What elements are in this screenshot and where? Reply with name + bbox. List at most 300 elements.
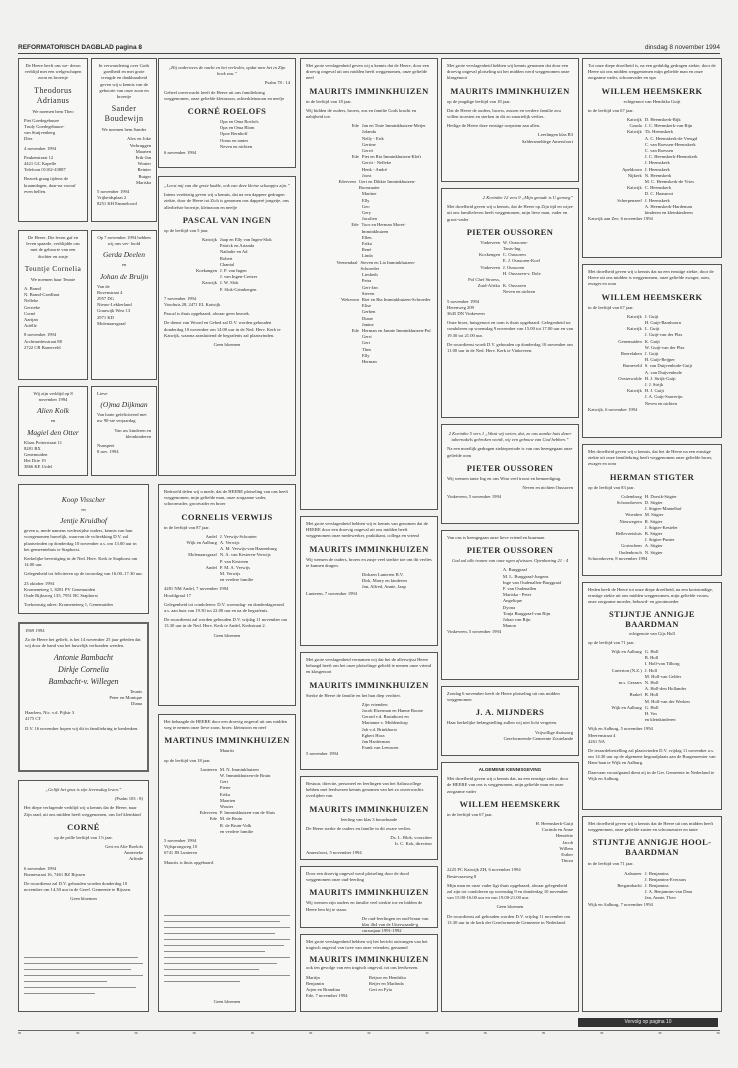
registration-mark: ≈ — [483, 1031, 488, 1037]
age: in de leeftijd van 67 jaar. — [447, 811, 493, 817]
note: D.V. 16 november hopen wij dit in familiekring te herdenken. — [25, 725, 139, 731]
age: op de leeftijd van 83 jaar. — [588, 484, 635, 490]
text2: Wij wensen zijn ouders en familie veel sterkte toe en bidden de Heere hen bij te staan. — [306, 900, 423, 912]
text: Met grote verslagenheid geven wij u kennis dat de Heere, door een droevig ongeval uit ons midden heeft weggenomen, onze geliefde neef — [306, 63, 429, 81]
sub: We noemen haar Teunie — [30, 276, 76, 282]
relative-row: C. van Roessen-Heemskerk — [644, 141, 696, 147]
relative-row: A. Holl-den Hollander — [644, 686, 687, 692]
text: Van harte gefeliciteerd met uw 90-ste verjaardag — [97, 412, 147, 424]
text: Het behaagde de HEERE door een droevig ongeval uit ons midden weg te nemen onze lieve zoon, broer, kleinzoon en neef — [164, 719, 287, 731]
deceased-name: MARTINUS IMMINKHUIZEN — [164, 735, 290, 746]
note: Bezoek graag tijdens de kraamdagen, daar-na vooraf even bellen. — [24, 176, 76, 194]
text: geven u, mede namens wederzijdse ouders, kennis van hun voorgenomen huwelijk, waarvan de voltrekking D.V. zal plaatsvinden op donderdag 10 november a.s. om 13.00 uur in het gemeentehuis te Staphorst. — [24, 528, 137, 552]
text: Met droefheid geven wij u kennis dat, na een ernstige ziekte, door de HEERE van ons is weggenomen, mijn geliefde man en onze zorgzame vader — [447, 776, 569, 794]
relative-row: Hellevoetsluis B. Stigter — [615, 531, 663, 537]
relative-row: Gerri — [361, 334, 372, 340]
death-ad-stigter — [582, 444, 722, 576]
death-ad-maurits-family — [300, 58, 438, 510]
relative-row: Martine — [361, 191, 377, 197]
relative-row: Steven — [361, 290, 375, 296]
relative-row: Jacolien — [361, 216, 377, 222]
relative-row: J. Stigter-Kesteler — [644, 524, 678, 530]
registration-mark: ≈ — [18, 1031, 22, 1037]
text2: Mijn man en onze vader ligt thuis opgebaard, alwaar gelegenheid zal zijn tot condoleren op woensdag 9 en donderdag 10 november van 15.00-16.00 uur en van 19.00-21.00 uur. — [447, 882, 568, 901]
relative-row: H. Guijt-Reijper — [644, 357, 675, 363]
relative-row: Janine — [361, 321, 374, 327]
relative-row: Carterton (N.Z.) J. Holl — [611, 667, 658, 673]
years: 1969 1994 — [25, 628, 45, 633]
wedding-ad-koop: Koop Visscher en Jentje Kruidhof geven u, mede namens wederzijdse ouders, kennis van hun voorgenomen huwelijk, waarvan de voltrekking D.V. zal plaatsvinden op donderdag 10 november a.s. om 13.00 uur in het gemeentehuis te Staphorst. Kerkelijke bevestiging in de Ned. Herv. Kerk te Staphorst om 14.00 uur. Gelegenheid tot feliciteren op de trouwdag van 16.00–17.30 uur. 23 oktober 1994 Kromeneteeg 1, 8281 PV Genemuiden Oude Rijksweg 135, 7951 BC Staphorst Toekomstig adres: Kromeneteeg 1, Genemuiden — [18, 484, 149, 614]
birth-ad-sander: In verwondering over Gods goedheid en met grote vreugde en dankbaarheid geven wij u kennis van de geboorte van onze zoon en broertje Sander Boudewijn We noemen hem Sander Alex en Joke Verbruggen Maarten Erik-Jan Wouter Reinier Rutger Mariska 5 november 1994 Vrijheidsplaat 2 8251 KH Emmeloord — [91, 58, 157, 222]
relative-row: Gert-Jan — [361, 284, 378, 290]
relative-row: Katwijk H. J. Guijt — [626, 388, 664, 394]
deceased-name: CORNELIS VERWIJS — [181, 511, 273, 522]
deceased-name: CORNÉ ROELOFS — [187, 106, 267, 117]
relative-row: H. Guijt-Barnhoorn — [644, 320, 681, 326]
text2: ook ten gevolge van een tragisch ongeval, tot ons leedwezen. — [306, 965, 419, 971]
name: Koop Visscher — [61, 495, 106, 504]
age: op de prille leeftijd van 1½ jaar. — [54, 834, 113, 840]
deceased-name: PASCAL VAN INGEN — [182, 214, 272, 225]
relative-row: Ede Piet en Ria Imminkhuizen-Kleft — [351, 154, 421, 160]
death-ad-maurits-klas: Met grote verslagenheid hebben wij kennis genomen dat door een droevig ongeval plotseling uit het midden werd weggenomen onze klasgenoot MAURITS IMMINKHUIZEN op de jeugdige leeftijd van 18 jaar. Dat de Heere de ouders, broers, zussen en verdere familie zou willen troosten en sterken in dit zo smartelijk verlies. Heilige de Heere deze ernstige roepstem aan allen. Leerlingen klas B3 Saldersmeldege Amersfoort — [441, 58, 579, 182]
deceased-name: MAURITS IMMINKHUIZEN — [309, 887, 429, 898]
sub: We noemen hem Theo — [32, 108, 74, 114]
name2: Johan de Bruijn — [99, 271, 149, 281]
text: Met droefheid geven wij u kennis dat na een ernstige ziekte, door de Heere uit ons midden is weggenomen, onze geliefde zwager, oom, zwager en oom — [588, 269, 714, 287]
relative-row: H. Vos — [644, 711, 658, 717]
registration-mark: ≈ — [541, 1031, 546, 1037]
death-ad-pieter-family: 2 Korinthe 12 vers 9 „Mijn genade is U genoeg” Met droefheid geven wij u kennis, dat de Heere op Zijn tijd en wijze uit ons familieleven heeft weggenomen, mijn lieve man, vader en groot-vader PIETER OUSSOREN Vinkeveen W. Oussoren- Tanis-Ing Kockengen C. Oussoren E. J. Oussoren-Koel Vinkeveen J. Oussoren H. Oussoren-v. Dole Pol Chef Stroess, Zuid-Afrika K. Oussoren Neven en nichten 5 november 1994 Herenweg 209 3645 DN Vinkeveen Onze broer, huisgenoot en oom is thuis opgebaard. Gelegenheid tot condoleren op woensdag 9 november van 15.00 tot 17.00 uur en van 19.30 tot 21.00 uur. De rouwdienst wordt D.V. gehouden op donderdag 10 november om 11.00 uur in de Ned. Herv. Kerk te Vinkeveen. — [441, 188, 579, 418]
death-ad-corne: „Gelijk het gras is zijn levensdag leven.” (Psalm 103 : 8) Het diepe verlagende verblijd wij u kennis dat de Heere, naar Zijn raad, uit ons midden heeft weggenomen, ons lief kleinkind CORNÉ op de prille leeftijd van 1½ jaar. Gert en Alie Roelofs Annerieke Arlinde 6 november 1994 Bonnestraat 16, 7461 BZ Rijssen De rouwdienst zal D.V. gehouden worden donderdag 10 november om 14.30 uur in de Geref. Gemeente te Rijssen. Geen bloemen — [18, 780, 149, 1012]
text-lines — [24, 957, 143, 999]
relative-row: Wijk en Aalburg G. Holl — [611, 649, 659, 655]
deceased-name: WILLEM HEEMSKERK — [601, 85, 703, 96]
relative-row: I. Holl-van Tilborg — [644, 661, 680, 667]
verse: 2 Korinthe 12 vers 9 „Mijn genade is U genoeg” — [482, 195, 573, 200]
name: Antonie Bambacht — [53, 652, 114, 662]
baby-name: Theodorus Adrianus — [34, 85, 72, 105]
text3: Heilige de Heere deze ernstige roepstem aan allen. — [447, 123, 541, 129]
relative-row: J. Heemskerk — [644, 160, 670, 166]
verse: 2 Korinthe 5 vers 1 „Want wij weten, dat, zo ons aardse huis dezer tabernakels gebroken wordt, wij een gebouw van God hebben.” — [448, 431, 572, 443]
date: Wijk en Aalburg, 7 november 1994 — [588, 901, 653, 907]
name2: Jentje Kruidhof — [60, 516, 107, 526]
text2: Wij bidden de ouders, broers, zus en familie Gods kracht en nabijheid toe. — [306, 107, 417, 120]
relative-row: B. Holl — [644, 655, 659, 661]
date: Amersfoort, 5 november 1994 — [306, 850, 362, 856]
sub: We noemen hem Sander — [101, 127, 147, 133]
relative-row: kinderen en kleinkinderen — [644, 210, 693, 216]
name: Gerda Deelen — [103, 250, 145, 260]
date: Vinkeveen, 5 november 1994 — [447, 629, 502, 635]
text: Met droefheid geven wij u kennis dat de Heere uit ons midden heeft weggenomen, onze geliefde zuster en schoonzuster en tante — [588, 821, 714, 833]
text3: Daarvaan voorafgaand dient zij in de Ger. Gemeente in Nederland te Wijk en Aalburg. — [588, 769, 715, 781]
relative-row: Bergambacht J. Benjamins — [617, 883, 669, 889]
sign: Geen bloemen — [213, 342, 241, 348]
date: Katwijk aan Zee, 6 november 1994 — [588, 216, 653, 222]
relative-row: W. Guijt-van der Plas — [644, 344, 685, 350]
sign: Geen bloemen — [496, 904, 524, 910]
relative-row: Culemborg H. Dorsik-Stigter — [621, 493, 677, 499]
text2: Kerkelijke bevestiging in de Ned. Herv. Kerk te Staphorst om 14.00 uur. — [24, 556, 138, 568]
relative-row: Apeldoorn J. Heemskerk — [622, 166, 670, 172]
relative-row: Woerden M. Stigter — [625, 512, 664, 518]
birth-ad-theodorus: De Heere heeft ons we- deron verblijd met een welgeschapen zoon en broertje Theodorus Adrianus We noemen hem Theo Piet Goedegebuure Trudy Goedegebuure- van Stuijvenberg Dies 4 november 1994 Paukenstraat 12 4421 GC Kapelle Telefoon 01102-43887 Bezoek graag tijdens de kraamdagen, daar-na vooraf even bellen. — [18, 58, 88, 222]
engagement-ad-alien: Wij zijn verblijd op 8 november 1994 Alien Kolk en Magiel den Otter Klaas Potterstraat 11 8281 BX Genemuiden Het Drie 19 3866 KE Urdel — [18, 386, 88, 476]
text3: De rouwdienst zal worden gehouden D.V. vrijdag 11 november om 13.30 uur in de Ned. Herv. Kerk te Andel, Kerkstraat 2. — [164, 617, 288, 629]
relative-row: J. A. Benjamins-van Dam — [644, 889, 693, 895]
deceased-name: PIETER OUSSOREN — [466, 226, 554, 237]
relative-row: A. Heemskerk-Hardeman — [644, 203, 692, 209]
death-ad-maurits-colleagues — [300, 516, 438, 646]
text3: De rouwdienst wordt D.V. gehouden op donderdag 10 november om 11.00 uur in de Ned. Herv. Kerk te Vinkeveen. — [447, 341, 573, 354]
relatives: Lunteren M. N. Imminkhuizen W. Imminkhuizen-de Bruin Gert Pieter Erika Maarten Wouter Ederveen P. Imminkhuizen-van de Sluis Ede M. de Bruin R. de Bruin-Volk en verdere familie — [199, 766, 276, 834]
relative-row: D. C. Haasnoot — [644, 191, 674, 197]
en: en — [121, 262, 127, 268]
deceased-name: MAURITS IMMINKHUIZEN — [450, 85, 570, 96]
text: Van ons is heengegaan onze lieve vriend en buurman — [447, 535, 545, 540]
relative-row: Geo — [361, 203, 370, 209]
text2: Maurits is thuis opgebaard. — [164, 859, 215, 865]
text2: Haar herkelijke belangstelling zullen wij niet licht vergeten. — [447, 720, 558, 726]
relative-row: Katwijk J. Guijt — [626, 313, 659, 319]
verse: „Hij onderwees de nacht en het verleden, opdat men het in Zijn boek zou.” — [168, 65, 286, 77]
registration-mark: ≈ — [250, 1031, 255, 1037]
death-ad-pascal: „Leest mij van die grote kudde, ook van deze kleine schaapjes zijn.” Intens verdrietig geven wij u kennis, dat na een dappere gedragen ziekte, door de Heere tot Zich is genomen ons dapperé jongetje, ons allerliefste broertje, kleinzoon en neefje PASCAL VAN INGEN op de leeftijd van 5 jaar. Katwijk Jaap en Elly van Ingen-Slok Patrick en Arianda Nathalie en Ad Robert Chantal Koekangen J. P. van Ingen J. van Ingen-Creizer Katwijk J. W. Slok F. Slok-Grimbergen 7 november 1994 Voorhuis 28, 2471 EL Katwijk Pascal is thuis opgebaard, alwaar geen bezoek. De dienst van Woord en Gebed zal D.V. worden gehouden donderdag 10 november om 14.00 uur in de Ned. Herv. Kerk te Katwijk, waarna aansluitend de begrafenis zal plaatsvinden. Geen bloemen — [158, 176, 296, 476]
verse: „Gelijk het gras is zijn levensdag leven.” — [45, 787, 122, 792]
registration-mark: ≈ — [658, 1031, 662, 1037]
text2: Wij wensen tante Ing en ons Wim veel troost en bemoediging. — [447, 475, 562, 481]
relative-row: J. J. Strijk — [644, 382, 664, 388]
relative-row: Nijkerk N. Heemskerk — [627, 172, 672, 178]
relative-row: Jan, Annie, Theo — [644, 895, 676, 901]
toekomst: Toekomstig adres: Kromeneteeg 1, Genemuiden — [24, 602, 113, 608]
death-ad-pieter-nephews — [441, 424, 579, 524]
relative-row: Jolanda — [361, 129, 376, 135]
birth-ad-teuntje: De Heere, Die leven gaf en leven spaarde, verblijdde ons met de geboorte van een dochter en zusje Teuntje Cornelia We noemen haar Teunie A. Brand N. Brand-Goedhart Nelleke Gerrieke Corné Aartjan Ariëlle 8 november 1994 Archimedesstraat 88 2722 CR Barneveld — [18, 230, 88, 380]
death-ad-corne-roelofs — [158, 58, 296, 168]
baby-name: Sander Boudewijn — [104, 104, 144, 124]
text: Door een droevig ongeval werd plotseling door de dood weggenomen onze oud-leerling — [306, 871, 409, 883]
relative-row: Katwijk D. Heemskerk-Rijk — [626, 117, 681, 123]
name: Lieve — [97, 391, 108, 396]
relative-row: M. Holl-van der Werken — [644, 698, 690, 704]
relatives — [588, 649, 716, 723]
relative-row: Aalsmeer J. Benjamins — [624, 870, 669, 876]
relative-row: Gertine — [361, 141, 376, 147]
age: in de leeftijd van 67 jaar. — [588, 304, 634, 310]
text: Met droefheid geven wij u kennis, dat de Heere op Zijn tijd en wijze uit ons familieleven heeft weggenomen, mijn lieve man, vader en groot-vader — [447, 204, 573, 222]
relative-row: Gorinchem A. Stigter — [621, 543, 663, 549]
page-footer — [18, 1030, 720, 1045]
relative-row: Brakel B. Holl — [629, 692, 659, 698]
en: en — [50, 418, 56, 424]
relatives: Vinkeveen W. Oussoren- Tanis-Ing Kockengen C. Oussoren E. J. Oussoren-Koel Vinkeveen J. Oussoren H. Oussoren-v. Dole Pol Chef Stroess, Zuid-Afrika K. Oussoren Neven en nichten — [468, 239, 541, 295]
death-ad-heemskerk-general: ALGEMENE KENNISGEVING Met droefheid geven wij u kennis dat, na een ernstige ziekte, door de HEERE van ons is weggenomen, mijn geliefde man en onze zorgzame vader WILLEM HEEMSKERK in de leeftijd van 67 jaar. H. Heemskerk-Guijt Corinda en Anne Henriëtte Jacob Willem Esther Thirza 2225 PC Katwijk ZH, 6 november 1994 Bestevaarweg 8 Mijn man en onze vader ligt thuis opgebaard, alwaar gelegenheid zal zijn tot condoleren op woensdag 9 en donderdag 10 november van 15.00-16.00 uur en van 19.00-21.00 uur. Geen bloemen De rouwdienst zal gehouden worden D.V. vrijdag 11 november om 13.30 uur in de kerk der Gereformeerde Gemeente in Nederland. — [441, 762, 579, 1012]
text: Met droefheid geven wij u kennis, dat het de Heere na een ernstige ziekte uit onze familiekring heeft weggenomen onze geliefde broer, zwager en oom — [588, 449, 713, 467]
relative-row: Theo — [361, 346, 372, 352]
deceased-name: HERMAN STIGTER — [609, 471, 695, 482]
relative-row: A. van Duijvenbode — [644, 369, 682, 375]
relative-row: M. C. Heemskerk-de Vries — [644, 179, 695, 185]
deceased-name: MAURITS IMMINKHUIZEN — [309, 679, 429, 690]
lines: De Heere heeft ons we- deron verblijd met een welgeschapen zoon en broertje — [24, 63, 82, 81]
death-ad-heemskerk-inlaws — [582, 264, 722, 438]
relative-row: J. Guijt-van der Plas — [644, 332, 683, 338]
sign: Geen bloemen — [213, 998, 241, 1004]
death-ad-martinus: Het behaagde de HEERE door een droevig ongeval uit ons midden weg te nemen onze lieve zoon, broer, kleinzoon en neef MARTINUS IMMINKHUIZEN Maurits op de leeftijd van 18 jaar. Lunteren M. N. Imminkhuizen W. Imminkhuizen-de Bruin Gert Pieter Erika Maarten Wouter Ederveen P. Imminkhuizen-van de Sluis Ede M. de Bruin R. de Bruin-Volk en verdere familie 5 november 1994 Vijfsprongweg 10 6741 JB Lunteren Maurits is thuis opgebaard. Geen bloemen — [158, 714, 296, 1012]
text: Met grote verslagenheid hebben wij er kennis van genomen dat de HEERE door een droevig ongeval uit ons midden heeft weggenomen onze medewerker, praktikant, collega en vriend — [306, 521, 428, 539]
relative-row: m.s. Geraars N. Holl — [618, 680, 659, 686]
engagement-ad-gerda: Op 7 november 1994 hebben wij ons ver- loofd Gerda Deelen en Johan de Bruijn Van de Bovenstraat 4 2957 DG Nieuw-Lekkerland Grauwijk West 13 2971 KD Molenaarsgraaf — [91, 230, 157, 380]
relatives — [306, 123, 432, 365]
registration-mark: ≈ — [134, 1031, 138, 1037]
relative-row: Oudenbosch N. Stigter — [618, 549, 663, 555]
registration-mark: ≈ — [716, 1031, 720, 1037]
text: Bestuur, directie, personeel en leerlingen van het Saliuscollege hebben met leedwezen kennis genomen van het zo onverwachts overlijden van — [306, 781, 424, 799]
relative-row: Gerben — [361, 309, 376, 315]
relative-row: C. van Roessen — [644, 148, 674, 154]
relative-row: Katwijk C. Heemskerk — [626, 185, 672, 191]
relative-row: Ellen — [361, 234, 372, 240]
death-ad-maurits-classmates — [300, 866, 438, 934]
text: Met grote verslagenheid hebben wij het bericht ontvangen van het tragisch ongeval van twee van onze vrienden, genaamd — [306, 939, 428, 951]
text2: Onze broer, huisgenoot en oom is thuis opgebaard. Gelegenheid tot condoleren op woensdag 9 november van 15.00 tot 17.00 uur en van 19.30 tot 21.00 uur. — [447, 320, 573, 338]
deceased-name: MAURITS IMMINKHUIZEN — [309, 543, 429, 554]
text2: Sterke de Heere de familie en het hun diep verdriet. — [306, 692, 401, 698]
en: en — [81, 507, 86, 512]
relative-row: Diane — [361, 315, 373, 321]
registration-mark: ≈ — [367, 1031, 371, 1037]
deceased-name: WILLEM HEEMSKERK — [601, 291, 703, 302]
relative-row: Scherpenzeel J. Heemskerk — [617, 197, 670, 203]
date: Ede, 7 november 1994 — [306, 993, 348, 999]
text: Tot onze diepe droefheid is, na een geduldig gedragen ziekte, door de Heere uit ons midden weggenomen mijn geliefde man en onze zorgzame vader, schoonvader en opa — [588, 63, 716, 81]
text2: Van uw kinderen en kleinkinderen — [114, 427, 151, 439]
page-header-right: dinsdag 8 november 1994 — [644, 44, 720, 51]
deceased-name: CORNÉ — [67, 821, 100, 832]
header-rule — [18, 53, 720, 54]
deceased-name: MAURITS IMMINKHUIZEN — [309, 803, 429, 814]
relatives — [588, 494, 716, 556]
sub: echtgenoot van Hendrika Guijt — [623, 98, 681, 104]
text3: Gelegenheid tot feliciteren op de trouwdag van 16.00–17.30 uur. — [24, 571, 143, 577]
relatives: Andel J. Verwijs-Schouten Wijk en Aalburg A. Verwijs A. M. Verwijs-van Haarenburg Molenaarsgraaf N. A. van Kesteren-Verwijs P. van Kesteren Andel P. M. A. Verwijs M. Verwijs en verdere familie — [186, 533, 277, 583]
death-ad-baardman: Heden heeft de Heere tot onze diepe droefheid, na een kortstondige, ernstige ziekte uit ons midden weggenomen, mijn geliefde vrouw, onze zorgzame moeder, behuwd- en grootmoeder STIJNTJE ANNIGJE BAARDMAN echtgenote van Gijs Holl op de leeftijd van 71 jaar. Wijk en Aalburg G. Holl B. Holl I. Holl-van Tilborg Carterton (N.Z.) J. Holl M. Holl-van Gelder m.s. Geraars N. Holl A. Holl-den Hollander Brakel B. Holl M. Holl-van der Werken Wijk en Aalburg G. Holl H. Vos en kleinkinderen Wijk en Aalburg, 5 november 1994 Meerenstraat 4 4261 NA De teraardebestelling zal plaatsvinden D.V. vrijdag 11 november a.s. om 14.30 uur op de algemene begraafplaats aan de Burgemeester van Ham-laan te Wijk en Aalburg. Daarvaan voorafgaand dient zij in de Ger. Gemeente in Nederland te Wijk en Aalburg. — [582, 582, 722, 810]
relative-row: Liesbeth — [361, 272, 378, 278]
date: Schoonhoven, 8 november 1994 — [588, 555, 648, 561]
name3: Bambacht-v. Willegen — [48, 676, 119, 686]
date: Katwijk, 6 november 1994 — [588, 406, 638, 412]
text2: De Heere sterke de ouders en familie in dit zware verlies. — [306, 825, 412, 831]
deceased-name: J. A. MIJNDERS — [475, 707, 545, 718]
death-ad-maurits-school: Bestuur, directie, personeel en leerlingen van het Saliuscollege hebben met leedwezen kennis genomen van het zo onverwachts overlijden van MAURITS IMMINKHUIZEN leerling van klas 3 bouwkunde De Heere sterke de ouders en familie in dit zware verlies. Ds. L. Blok, voorzitter Ir. C. Kok, directeur Amersfoort, 5 november 1994 — [300, 776, 438, 860]
continued-on-page-link[interactable]: Vervolg op pagina 10 — [578, 1018, 718, 1027]
relatives — [588, 314, 716, 407]
text2: Pascal is thuis opgebaard, alwaar geen bezoek. — [164, 311, 250, 317]
text-lines — [164, 915, 290, 987]
death-ad-maurits-friends — [300, 652, 438, 770]
relative-row: Elise — [361, 303, 372, 309]
relative-row: Ede Herman en Jannie Imminkhuizen-Pul — [351, 327, 431, 333]
name: Alien Kolk — [37, 406, 69, 416]
text2: Dat de Heere de ouders, broers, zussen en verdere familie zou willen troosten en sterken in dit zo smartelijk verlies. — [447, 107, 561, 120]
deceased-name: WILLEM HEEMSKERK — [459, 798, 561, 809]
text2: De rouwdienst zal D.V. gehouden worden donderdag 10 november om 14.30 uur in de Geref. Gemeente te Rijssen. — [24, 881, 132, 893]
name2: Dirkje Cornelia — [58, 664, 109, 674]
death-ad-verwijs: Bedroefd delen wij u mede, dat de HEERE plotseling van ons heeft weggenomen, mijn geliefde man, onze zorgzame vader, schoonvader, grootvader en broer CORNELIS VERWIJS in de leeftijd van 87 jaar. Andel J. Verwijs-Schouten Wijk en Aalburg A. Verwijs A. M. Verwijs-van Haarenburg Molenaarsgraaf N. A. van Kesteren-Verwijs P. van Kesteren Andel P. M. A. Verwijs M. Verwijs en verdere familie 4281 NM Andel, 7 november 1994 Hoofdgraaf 17 Gelegenheid tot condoleren: D.V. woensdag- en donderdagavond a.s. aan huis van 19.30 tot 22.00 uur en na de begrafenis. De rouwdienst zal worden gehouden D.V. vrijdag 11 november om 13.30 uur in de Ned. Herv. Kerk te Andel, Kerkstraat 2. Geen bloemen — [158, 484, 296, 706]
relative-row: Ede Toos en Herman Moret-Imminkhuizen — [351, 222, 406, 234]
text2: De teraardebestelling zal plaatsvinden D.V. vrijdag 11 november a.s. om 14.30 uur op de algemene begraafplaats aan de Burgemeester van Ham-laan te Wijk en Aalburg. — [588, 748, 716, 766]
death-ad-mijnders: Zondag 6 november heeft de Heere plotseling uit ons midden weggenomen J. A. MIJNDERS Haar herkelijke belangstelling zullen wij niet licht vergeten. Vrijwillige thuiszorg Gereformeerde Gemeente Zoutelande — [441, 686, 579, 756]
relative-row: M. Holl-van Gelder — [644, 673, 682, 679]
relative-row: Boerelaken J. Guijt — [620, 351, 659, 357]
relative-row: Linda — [361, 253, 373, 259]
text: Zo de Heere het gelieft, is het 14 november 25 jaar geleden dat wij door de hand van het huwelijk verbonden werden. — [25, 637, 141, 649]
birthday-ad-dijkman: Lieve (O)ma Dijkman Van harte gefeliciteerd met uw 90-ste verjaardag Van uw kinderen en kleinkinderen Nunspeet 8 nov. 1994 — [91, 386, 157, 476]
relative-row: Gery — [361, 210, 372, 216]
date: 4 november 1994 — [24, 145, 57, 151]
relatives: Katwijk Jaap en Elly van Ingen-Slok Patrick en Arianda Nathalie en Ad Robert Chantal Koekangen J. P. van Ingen J. van Ingen-Creizer Katwijk J. W. Slok F. Slok-Grimbergen — [195, 237, 272, 292]
verse: „Leest mij van die grote kudde, ook van deze kleine schaapjes zijn.” — [164, 183, 290, 188]
relative-row: Joost — [361, 172, 372, 178]
registration-mark: ≈ — [309, 1031, 313, 1037]
relative-row: Elly — [361, 352, 370, 358]
relatives — [588, 871, 716, 902]
verse: God zal alle tranen van onze ogen afwissen. Openbaring 21 : 4 — [451, 558, 569, 564]
death-ad-hool-baardman — [582, 816, 722, 1012]
sub: echtgenote van Gijs Holl — [629, 630, 675, 636]
age: in de leeftijd van 87 jaar. — [164, 524, 210, 530]
relative-row: Ede Jan en Tinie Imminkhuizen-Meijer — [351, 123, 426, 129]
relative-row: A. C. Heemskerk-de Vreugd — [644, 135, 698, 141]
relative-row: Wekerom Riet en Ria Imminkhuizen-Schroeder — [341, 296, 431, 302]
deceased-name: PIETER OUSSOREN — [466, 545, 554, 556]
relative-row: Nelly - Erik — [361, 135, 384, 141]
name2: (O)ma Dijkman — [100, 400, 148, 410]
text: Het diepe verlagende verblijd wij u kennis dat de Heere, naar Zijn raad, uit ons midden heeft weggenomen, ons lief kleinkind — [24, 805, 141, 817]
relative-row: Oosterwolde H. J. Strijk-Guijt — [618, 375, 676, 381]
relatives: Martijn Reijser en Hendrika Benjamin Reijer en Marlinda Arjen en Brandina Gert en Fyia — [306, 974, 406, 993]
relative-row: Neven en nichten — [644, 400, 677, 406]
relative-row: J. A. Guijt-Saaverijn — [644, 394, 683, 400]
death-ad-heemskerk-wife — [582, 58, 722, 258]
relative-row: J. Stigter-Mantelhof — [644, 506, 682, 512]
relative-row: Erika — [361, 241, 372, 247]
text: Zondag 6 november heeft de Heere plotseling uit ons midden weggenomen — [447, 691, 560, 703]
text2: Gelegenheid tot condoleren: D.V. woensdag- en donderdagavond a.s. aan huis van 19.30 tot 22.00 uur en na de begrafenis. — [164, 601, 284, 614]
relative-row: Ederveen Gert en Dikkie Imminkhuizen-Boonzaaier — [338, 179, 416, 191]
age: op de leeftijd van 71 jaar. — [588, 639, 635, 645]
date: Lunteren, 7 november 1994 — [306, 590, 358, 596]
relative-row: Katwijk L. Guijt — [626, 326, 660, 332]
ref: Psalm 78 : 14 — [264, 80, 290, 86]
deceased-name: STIJNTJE ANNIGJE HOOL-BAARDMAN — [592, 837, 712, 858]
relatives: A. Burggraaf M. L. Burggraaf-Jurgens Inge van Oudenallen-Burggraaf F. van Oudenallen Mariska - Peter Angelique Dyona Tonja Burggraaf-van Rijn Johan van Rijn Manon — [502, 567, 562, 629]
text3: De dienst van Woord en Gebed zal D.V. worden gehouden donderdag 10 november om 14.00 uur in de Ned. Herv. Kerk te Katwijk, waarna aansluitend de begrafenis zal plaatsvinden. — [164, 320, 281, 338]
text: Met grote verslagenheid hebben wij kennis genomen dat door een droevig ongeval plotseling uit het midden werd weggenomen onze klasgenoot — [447, 63, 570, 81]
relative-row: Genemuiden K. Guijt — [618, 338, 660, 344]
text: Met grote verslagenheid vernamen wij dat het de allerwijsst Heere behaagd heeft om het onze plotselinge geliefd te nemen onze vriend en klasgenoot — [306, 657, 432, 675]
relatives: Zijn vrienden: Jacob Elzerman en Hanne Boone Gerard v.d. Bruinhorst en Marianne v. Middendorp Job v.d. Brinkhorst Egbert Hora Jan Harderman Frank van Leeuwen — [361, 701, 423, 751]
age: op de leeftijd van 5 jaar. — [164, 227, 209, 233]
deceased-name: STIJNTJE ANNIGJE BAARDMAN — [609, 608, 695, 629]
relative-row: Veenendaal Steven en Lia Imminkhuizen-Schroeder — [336, 259, 416, 271]
relative-row: Schoonhoven D. Stigter — [616, 500, 663, 506]
age: in de leeftijd van 71 jaar. — [588, 861, 634, 867]
sign: Geen bloemen — [70, 896, 97, 902]
relative-row: René — [361, 247, 372, 253]
registration-mark: ≈ — [192, 1031, 196, 1037]
relative-row: Wijk en Aalburg G. Holl — [611, 704, 659, 710]
relative-row: Nieuwegein R. Stigter — [619, 518, 663, 524]
text2: Wij wensen de ouders, broers en zusje veel sterkte toe om dit verlies te kunnen dragen. — [306, 556, 432, 568]
deceased-name: MAURITS IMMINKHUIZEN — [309, 85, 429, 96]
text3: De rouwdienst zal gehouden worden D.V. vrijdag 11 november om 13.30 uur in de kerk der Gereformeerde Gemeente in Nederland. — [447, 913, 571, 925]
age: leerling van klas 3 bouwkunde — [340, 816, 398, 822]
age: in de leeftijd van 18 jaar. — [306, 98, 352, 104]
sign: Neven en nichten Oussoren — [522, 485, 573, 491]
relatives: Opa en Oma Roelofs Opa en Oma Blom Opoe Bernhoff Ooms en tantes Neven en nichten — [219, 119, 259, 149]
date: Vinkeveen, 5 november 1994 — [447, 494, 502, 500]
registration-mark: ≈ — [76, 1031, 80, 1037]
deceased-name: PIETER OUSSOREN — [466, 462, 554, 473]
date: 5 november 1994 — [306, 751, 339, 757]
registration-mark: ≈ — [600, 1031, 604, 1037]
relative-row: J. C. Heemskerk-Heemskerk — [644, 154, 698, 160]
text: Bedroefd delen wij u mede, dat de HEERE plotseling van ons heeft weggenomen, mijn geliefde man, onze zorgzame vader, schoonvader, grootvader en broer — [164, 489, 288, 507]
notice-title: ALGEMENE KENNISGEVING — [478, 767, 542, 772]
age: in de leeftijd van 67 jaar. — [588, 107, 634, 113]
text: Geheel onverwacht heeft de Heere uit ons familiekring weggenomen, onze geliefde kleinzoon, achterkleinzoon en neefje — [164, 89, 285, 101]
registration-mark: ≈ — [425, 1031, 429, 1037]
sub: Maurits — [219, 748, 235, 754]
relative-row: Gerrit - Nelleke — [361, 160, 391, 166]
relative-row: en kleinkinderen — [644, 717, 676, 723]
text: Intens verdrietig geven wij u kennis, dat na een dappere gedragen ziekte, door de Heere tot Zich is genomen ons dapperé jongetje, ons allerliefste broertje, kleinzoon en neefje — [164, 192, 289, 210]
anniversary-ad-bambacht: 1969 1994 Zo de Heere het gelieft, is het 14 november 25 jaar geleden dat wij door de hand van het huwelijk verbonden werden. Antonie Bambacht Dirkje Cornelia Bambacht-v. Willegen Teunis Peter en Monique Diana Haarlem, Nic. v.d. Pijlstr 3 4175 CT D.V. 16 november hopen wij dit in familiekring te herdenken. — [18, 622, 149, 772]
relative-row: Gert — [361, 340, 371, 346]
death-ad-maurits-vrienden — [300, 934, 438, 1012]
text: Na een moeilijk gedragen ziekteperiode is van ons heengegaan onze geliefde oom — [447, 446, 573, 458]
age: op de leeftijd van 18 jaar. — [164, 757, 211, 763]
relatives — [588, 117, 716, 216]
relative-row: Barneveld S. van Duijvenbode-Guijt — [622, 363, 693, 369]
relative-row: J. Benjamins-Everaars — [644, 876, 687, 882]
relative-row: Katwijk Th. Heemskerk — [626, 129, 674, 135]
relative-row: J. Stigter-Punter — [644, 537, 675, 543]
baby-name: Teuntje Cornelia — [24, 263, 82, 273]
sign: Geen bloemen — [213, 632, 241, 638]
deceased-name: MAURITS IMMINKHUIZEN — [309, 954, 429, 965]
name2: Magiel den Otter — [27, 427, 79, 437]
relative-row: Elly — [361, 197, 370, 203]
relatives: De oud-leerlingen en oud-leraar van klas 4b4 van de Uiterwaarde-g cursusjaar 1991-1992 — [361, 915, 429, 934]
date: 6 november 1994 — [164, 150, 197, 156]
page-header-left: REFORMATORISCH DAGBLAD pagina 8 — [18, 44, 142, 51]
relative-row: Gerrit — [361, 148, 373, 154]
relative-row: Petra — [361, 278, 372, 284]
relative-row: Herman — [361, 358, 377, 364]
relative-row: Henk - André — [361, 166, 387, 172]
ref: (Psalm 103 : 8) — [114, 796, 143, 802]
age: op de jeugdige leeftijd van 18 jaar. — [447, 98, 511, 104]
death-ad-pieter-neighbours — [441, 530, 579, 680]
relatives: Dirkzen Lunteren B.V. Dirk, Marry en kinderen Jan, Alfred, Annie, Jaap — [361, 572, 407, 590]
relative-row: Gouda J. C. Heemskerk-van Rijn — [629, 123, 693, 129]
text: Heden heeft de Heere tot onze diepe droefheid, na een kortstondige, ernstige ziekte uit ons midden weggenomen, mijn geliefde vrouw, onze zorgzame moeder, behuwd- en grootmoeder — [588, 587, 713, 605]
